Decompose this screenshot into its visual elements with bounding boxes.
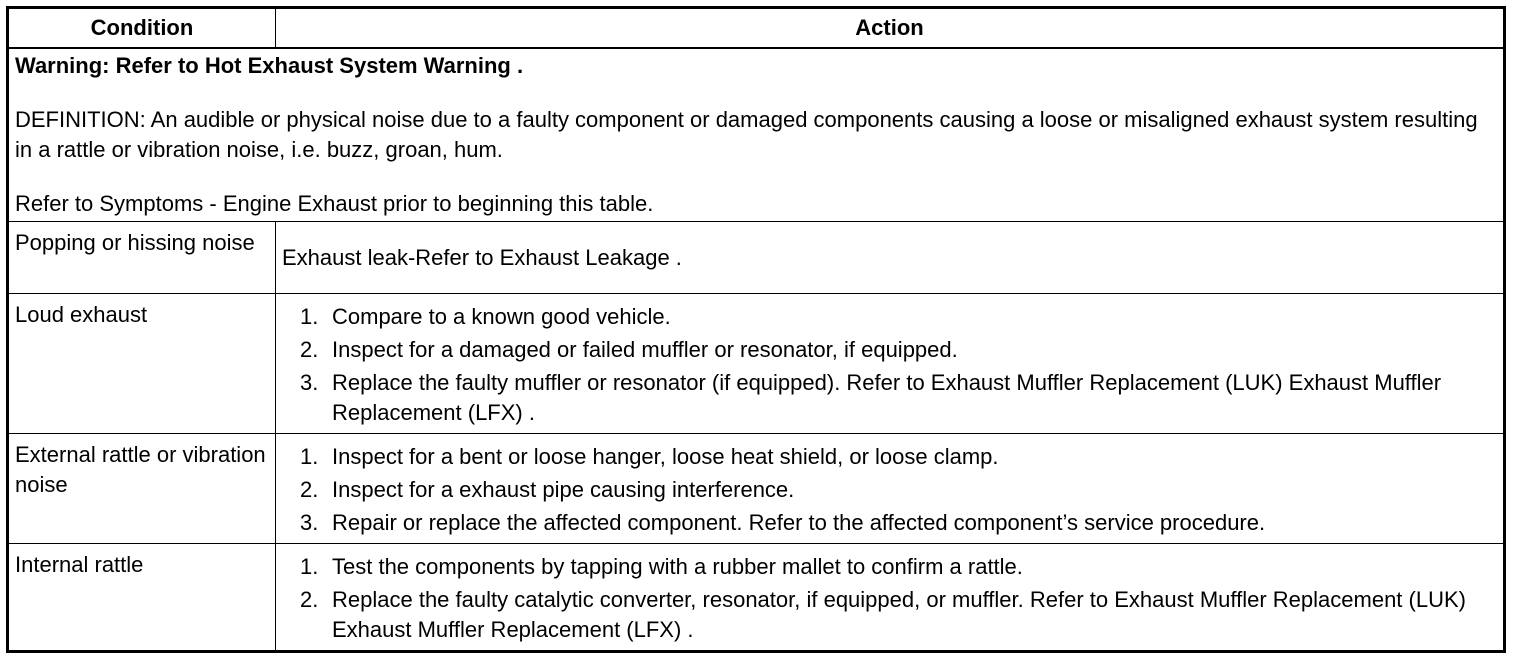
refer-text: Refer to Symptoms - Engine Exhaust prior to beginning this table. [15, 191, 654, 216]
step-text: Replace the faulty catalytic converter, resonator, if equipped, or muffler. Refer to Exhaust Muffler Replacement (LUK) Exhaust Muffler Replacement (LFX) . [332, 587, 1466, 642]
list-item [282, 475, 1497, 505]
step-number: 2. [300, 337, 319, 362]
definition-text: DEFINITION: An audible or physical noise due to a faulty component or damaged components causing a loose or misaligned exhaust system resulting in a rattle or vibration noise, i.e. buzz, groan, hum. [15, 107, 1478, 162]
symptom-table [6, 6, 1506, 653]
list-item [282, 442, 1497, 472]
list-item [282, 552, 1497, 582]
condition-cell: External rattle or vibration noise [8, 434, 276, 544]
step-list [282, 442, 1497, 538]
condition-cell: Internal rattle [8, 544, 276, 652]
notes-row [8, 48, 1505, 222]
step-text: Test the components by tapping with a rubber mallet to confirm a rattle. [332, 554, 1023, 579]
step-number: 1. [300, 444, 319, 469]
step-text: Compare to a known good vehicle. [332, 304, 671, 329]
step-number: 2. [300, 587, 319, 612]
action-cell: Exhaust leak-Refer to Exhaust Leakage . [276, 222, 1505, 294]
header-row [8, 8, 1505, 49]
table-row [8, 544, 1505, 652]
list-item [282, 585, 1497, 645]
condition-cell: Popping or hissing noise [8, 222, 276, 294]
table-row [8, 434, 1505, 544]
notes-cell [8, 48, 1505, 222]
list-item [282, 508, 1497, 538]
condition-header: Condition [8, 8, 276, 49]
step-list [282, 552, 1497, 645]
action-header: Action [276, 8, 1505, 49]
action-cell [276, 544, 1505, 652]
table-row [8, 294, 1505, 434]
step-text: Replace the faulty muffler or resonator (if equipped). Refer to Exhaust Muffler Replacement (LUK) Exhaust Muffler Replacement (LFX) . [332, 370, 1442, 425]
action-cell [276, 434, 1505, 544]
step-text: Repair or replace the affected component. Refer to the affected component’s service procedure. [332, 510, 1266, 535]
step-text: Inspect for a exhaust pipe causing interference. [332, 477, 795, 502]
step-list [282, 302, 1497, 428]
action-cell [276, 294, 1505, 434]
list-item [282, 368, 1497, 428]
list-item [282, 335, 1497, 365]
warning-text: Warning: Refer to Hot Exhaust System Warning . [15, 53, 524, 78]
step-number: 1. [300, 304, 319, 329]
step-number: 2. [300, 477, 319, 502]
step-number: 1. [300, 554, 319, 579]
step-text: Inspect for a damaged or failed muffler or resonator, if equipped. [332, 337, 958, 362]
condition-cell: Loud exhaust [8, 294, 276, 434]
step-text: Inspect for a bent or loose hanger, loose heat shield, or loose clamp. [332, 444, 999, 469]
table-row [8, 222, 1505, 294]
list-item [282, 302, 1497, 332]
step-number: 3. [300, 370, 319, 395]
step-number: 3. [300, 510, 319, 535]
